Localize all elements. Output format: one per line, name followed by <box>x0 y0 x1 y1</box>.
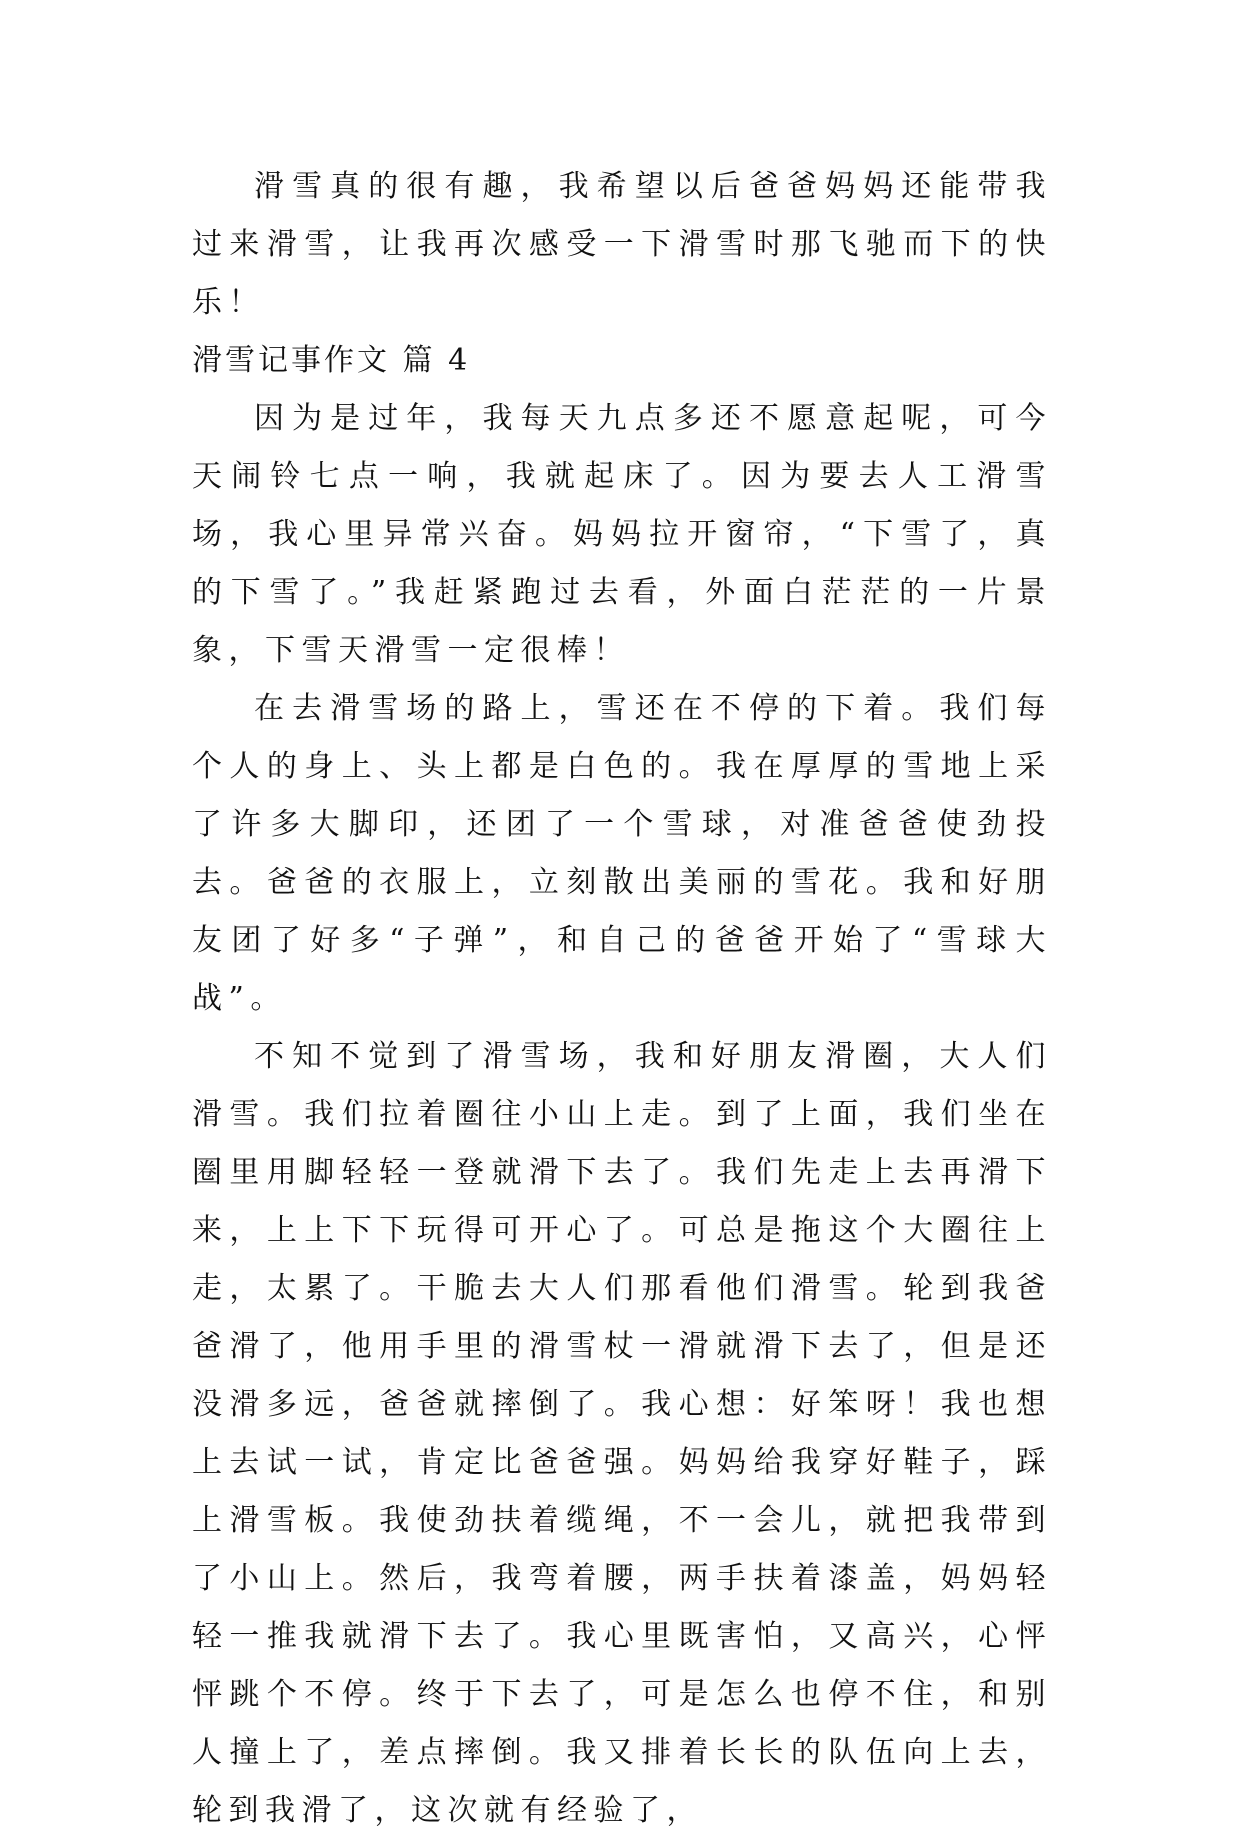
paragraph-morning: 因为是过年，我每天九点多还不愿意起呢，可今天闹铃七点一响，我就起床了。因为要去人工滑雪场，我心里异常兴奋。妈妈拉开窗帘，“下雪了，真的下雪了。”我赶紧跑过去看，外面白茫茫的一片景象，下雪天滑雪一定很棒！ <box>192 401 1052 668</box>
document-body <box>192 158 1052 1840</box>
paragraph-skiing: 不知不觉到了滑雪场，我和好朋友滑圈，大人们滑雪。我们拉着圈往小山上走。到了上面，我们坐在圈里用脚轻轻一登就滑下去了。我们先走上去再滑下来，上上下下玩得可开心了。可总是拖这个大圈往上走，太累了。干脆去大人们那看他们滑雪。轮到我爸爸滑了，他用手里的滑雪杖一滑就滑下去了，但是还没滑多远，爸爸就摔倒了。我心想：好笨呀！我也想上去试一试，肯定比爸爸强。妈妈给我穿好鞋子，踩上滑雪板。我使劲扶着缆绳，不一会儿，就把我带到了小山上。然后，我弯着腰，两手扶着漆盖，妈妈轻轻一推我就滑下去了。我心里既害怕，又高兴，心怦怦跳个不停。终于下去了，可是怎么也停不住，和别人撞上了，差点摔倒。我又排着长长的队伍向上去，轮到我滑了，这次就有经验了， <box>192 1039 1052 1828</box>
section-heading: 滑雪记事作文 篇 4 <box>192 343 471 378</box>
paragraph-snowball-fight: 在去滑雪场的路上，雪还在不停的下着。我们每个人的身上、头上都是白色的。我在厚厚的雪地上采了许多大脚印，还团了一个雪球，对准爸爸使劲投去。爸爸的衣服上，立刻散出美丽的雪花。我和好朋友团了好多“子弹”，和自己的爸爸开始了“雪球大战”。 <box>192 691 1052 1016</box>
paragraph-closing-previous: 滑雪真的很有趣，我希望以后爸爸妈妈还能带我过来滑雪，让我再次感受一下滑雪时那飞驰而下的快乐！ <box>192 169 1052 320</box>
